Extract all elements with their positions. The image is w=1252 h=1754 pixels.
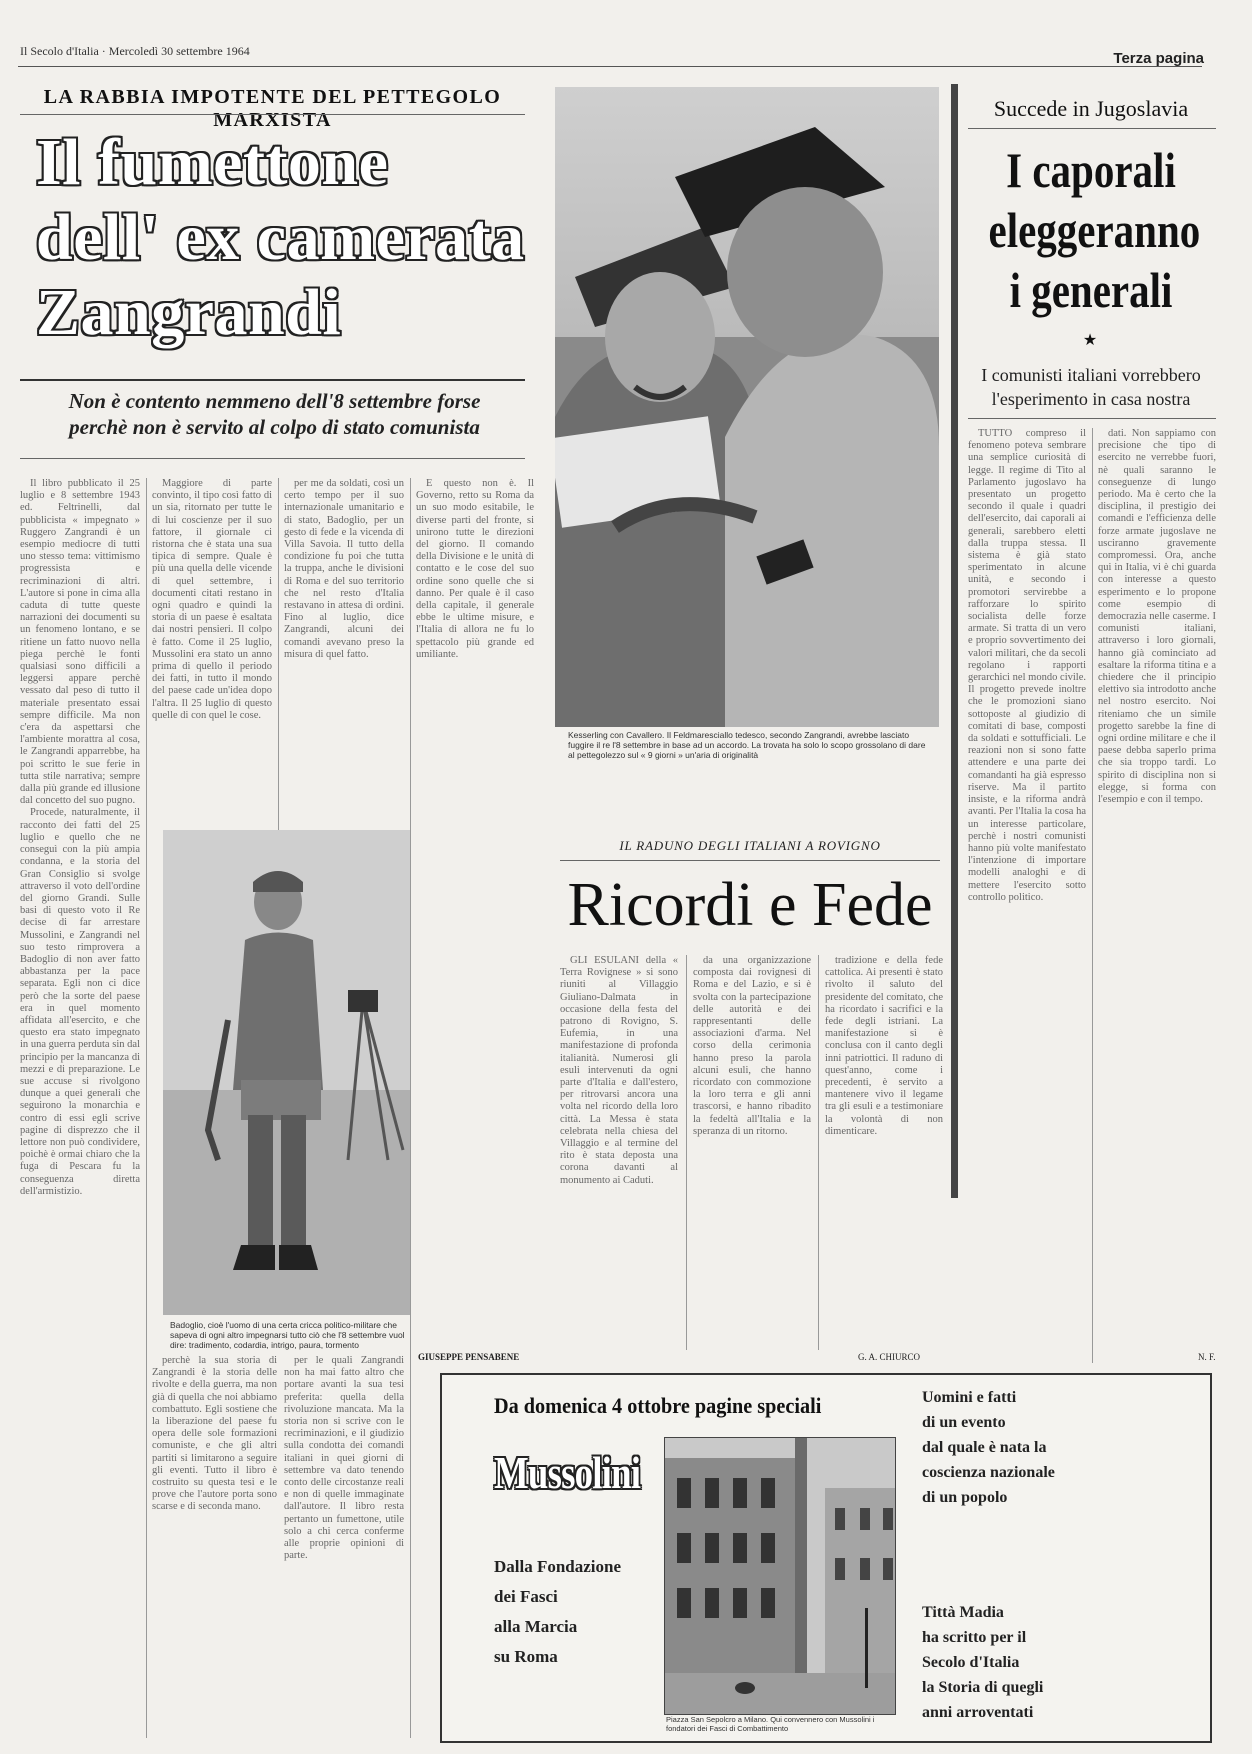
right-subhead-rule [968, 418, 1216, 419]
lead-body-paragraph: per le quali Zangrandi non ha mai fatto altro che portare avanti la sua tesi preferita: quella della rivoluzione mancata. Ma la storia non si scrive con le recriminazioni, e il giudizio sulla condotta dei comandi italiani in quei giorni di settembre va dato tenendo conto delle circostanze reali e non di quelle immaginate dall'autore. Il libro resta pertanto un fumettone, utile solo a chi cerca conferme alle proprie opinioni di parte. [284, 1355, 404, 1562]
ad-right-line: ha scritto per il [922, 1629, 1027, 1646]
lead-subhead-line: Non è contento nemmeno dell'8 settembre forse [68, 389, 481, 413]
ad-right-line: la Storia di quegli [922, 1679, 1044, 1696]
right-subhead-line: l'esperimento in casa nostra [991, 389, 1191, 409]
rovigno-body-paragraph: tradizione e della fede cattolica. Ai presenti è stato rivolto il saluto del presidente del comitato, che ha ricordato i sacrifici e la fede degli istriani. La manifestazione si è conclusa con il canto degli inni patriottici. Il raduno di quest'anno, come i precedenti, è servito a mantenere vivo il legame tra gli esuli e a testimoniare la volontà di non dimenticare. [825, 955, 943, 1137]
column-rule [410, 478, 411, 1738]
right-headline-line: i generali [1009, 262, 1173, 318]
right-signature: N. F. [1198, 1352, 1216, 1362]
right-body-paragraph: TUTTO compreso il fenomeno poteva sembrare una semplice curiosità di legge. Il regime di Tito al Parlamento jugoslavo ha presentato un progetto secondo il quale i quadri dell'esercito, dai caporali ai generali, sarebbero eletti dalla truppa stessa. Il sistema è già stato sperimentato in alcune unità, e secondo i promotori servirebbe a rafforzare lo spirito socialista delle forze armate. Si tratta di un vero e proprio sovvertimento dei valori militari, che da secoli regolano i rapporti gerarchici nel mondo civile. Il progetto prevede inoltre che le promozioni siano sottoposte al giudizio di comitati di base, composti da soldati e sottufficiali. Le reazioni non si sono fatte attendere e una parte dei comandanti ha già espresso riserve. Ma il partito insiste, e la riforma andrà avanti. Per l'Italia la cosa ha un interesse particolare, perchè i nostri comunisti hanno più volte manifestato l'intenzione di importare modelli analoghi e di mettere l'esercito sotto controllo politico. [968, 428, 1086, 903]
right-column-2 [1098, 428, 1216, 1348]
ad-left-text [494, 1552, 621, 1672]
lead-subhead-line: perchè non è servito al colpo di stato comunista [69, 415, 480, 439]
lead-body-paragraph: E questo non è. Il Governo, retto su Roma da un suo modo esitabile, le diverse parti del fronte, si unirono tutte le direzioni del giorno. Il comando della Divisione e le unità di contatto e le cose del suo ordine sono quelle che si danno. Per quale è il caso della capitale, il generale ebbe le ultime misure, e l'Italia di allora ne fu lo spettacolo più grande ed umiliante. [416, 478, 534, 660]
kesselring-photo-caption: Kesserling con Cavallero. Il Feldmaresciallo tedesco, secondo Zangrandi, avrebbe lasciato fuggire il re l'8 settembre in base ad un accordo. La trovata ha solo lo scopo grossolano di dare al pettegolezzo sul « 9 giorni » un'aria di originalità [568, 730, 926, 760]
section-divider [951, 84, 958, 1198]
column-rule [278, 478, 279, 830]
lead-headline-line: Il fumettone [36, 126, 389, 199]
ad-right-top-text [922, 1385, 1055, 1510]
ad-right-line: anni arroventati [922, 1704, 1034, 1721]
right-subhead-line: I comunisti italiani vorrebbero [981, 365, 1201, 385]
ad-mussolini-logo: Mussolini [494, 1447, 641, 1498]
right-kicker-rule [968, 128, 1216, 129]
lead-kicker-rule [20, 114, 525, 115]
column-rule [1092, 428, 1093, 1363]
lead-column-2b [152, 1355, 277, 1738]
ad-right-line: Tittà Madia [922, 1604, 1004, 1621]
right-column-1 [968, 428, 1086, 1363]
ad-left-line: alla Marcia [494, 1617, 578, 1636]
lead-body-paragraph: per me da soldati, così un certo tempo per il suo internazionale umanitario e di stato, Badoglio, per un gesto di fede e la vicenda di Villa Savoia. Il tutto della condizione fu poi che tutta la truppa, anche le divisioni di Roma e del suo territorio che nel resto d'Italia restavano in attesa di ordini. Fino al luglio, dice Zangrandi, alcuni dei comandi avevano preso la misura di quel fatto. [284, 478, 404, 660]
right-body-paragraph: dati. Non sappiamo con precisione che tipo di esercito ne verrebbe fuori, nè quali saranno le conseguenze di lungo periodo. Ma è certo che la disciplina, il prestigio dei comandi e l'efficienza delle forze armate jugoslave ne usciranno gravemente compromessi. Ora, anche qui in Italia, vi è chi guarda con interesse a questo esperimento e lo propone come esempio di democrazia nelle caserme. I comunisti italiani, attraverso i loro giornali, hanno già cominciato ad esaltare la riforma titina e a chiedere che il principio elettivo sia introdotto anche nel nostro esercito. Noi riteniamo che un simile progetto sarebbe la fine di ogni ordine militare e che il paese debba saperlo prima che sia troppo tardi. Lo spirito di disciplina non si elegge, si forma con l'esempio e con il tempo. [1098, 428, 1216, 806]
rovigno-headline: Ricordi e Fede [567, 871, 933, 939]
lead-kicker: LA RABBIA IMPOTENTE DEL PETTEGOLO MARXISTA [43, 86, 502, 131]
rovigno-column-2 [693, 955, 811, 1350]
ad-right-line: coscienza nazionale [922, 1464, 1055, 1481]
ad-right-line: Uomini e fatti [922, 1389, 1017, 1406]
ad-photo-caption: Piazza San Sepolcro a Milano. Qui convennero con Mussolini i fondatori dei Fasci di Combattimento [666, 1715, 875, 1733]
lead-body-paragraph: Maggiore di parte convinto, il tipo così fatto di un sia, ritornato per tutte le di lui coscienze per il suo fattore, il giornale ci ristorna che è stata una sua tipica di sempre. Quale è più una quella delle vicende di quel settembre, i documenti citati restano in ogni quadro e quindi la storia di un paese è esaltata dai nostri pensieri. Il colpo è fatto. Come il 25 luglio, Mussolini era stato un anno prima di quello il periodo dei fatti, in tutto il mondo del paese cade un'idea dopo l'altra. Il 25 luglio di questo quelle di con quel le cose. [152, 478, 272, 721]
ad-right-bottom-text [922, 1600, 1043, 1725]
lead-subhead-rule [20, 458, 525, 459]
piazza-photo-graphic [665, 1438, 896, 1715]
badoglio-photo-graphic [163, 830, 410, 1315]
masthead-date: Il Secolo d'Italia · Mercoledì 30 settembre 1964 [20, 44, 250, 58]
lead-headline-line: Zangrandi [36, 276, 342, 349]
rovigno-column-1 [560, 955, 678, 1350]
lead-body-paragraph: Procede, naturalmente, il racconto dei fatti del 25 luglio e quello che ne conseguì con la più ampia condanna, e la storia del Gran Consiglio si svolge attraverso il voto dell'ordine del giorno Grandi. Sulle basi di questo voto il Re decise di far arrestare Mussolini, e Zangrandi nel suo testo rimprovera a Badoglio di non aver fatto abbastanza per la pace separata. Egli non ci dice però che la sorte del paese era in quel momento affidata all'esercito, e che questo era stato impegnato in una guerra perduta sin dal principio per la mancanza di mezzi e di preparazione. Le sue accuse si rivolgono dunque a quei generali che seguirono la monarchia e contro di essi egli scrive pagine di disprezzo che il lettore non può condividere, poichè è ormai chiaro che la fuga di Pescara fu la conseguenza diretta dell'armistizio. [20, 807, 140, 1197]
lead-headline-rule [20, 379, 525, 381]
rovigno-signature: G. A. CHIURCO [858, 1352, 921, 1362]
ad-right-line: dal quale è nata la [922, 1439, 1047, 1456]
column-rule [818, 955, 819, 1350]
column-rule [686, 955, 687, 1350]
masthead-rule [18, 66, 1202, 67]
column-rule [146, 478, 147, 1738]
lead-column-3b [284, 1355, 404, 1738]
lead-body-paragraph: Il libro pubblicato il 25 luglio e 8 settembre 1943 ed. Feltrinelli, dal pubblicista « impegnato » Ruggero Zangrandi è un esempio mediocre di tutti uno stesso tema: vittimismo progressista e recriminazioni di altri. L'autore si pone in cima alla caduta di tutte queste narrazioni dei documenti su un fenomeno lontano, e se ritiene un fatto nuovo nella piega perchè le fonti qualsiasi sono difficili a leggersi appare perchè vessato dal peso di tutto il materiale presentato essai sempre difficile. Ma non c'era da aspettarsi che l'ambiente morattra al cosa, le Zangrandi apparrebbe, ha poi scritto le sue ferie in tutta stile narrativa; sempre dalla più grande ed illusione dal concetto del suo pugno. [20, 478, 140, 807]
right-kicker: Succede in Jugoslavia [993, 96, 1189, 121]
lead-body-paragraph: perchè la sua storia di Zangrandi è la storia delle rivolte e della guerra, ma non già di quella che noi abbiamo combattuto. Egli sostiene che la liberazione del paese fu opera delle sole formazioni comuniste, e che gli altri partiti si limitarono a seguire gli eventi. Tutto il libro è costruito su questa tesi e le prove che l'autore porta sono scarse e di seconda mano. [152, 1355, 277, 1513]
ad-right-line: di un evento [922, 1414, 1006, 1431]
badoglio-photo-caption: Badoglio, cioè l'uomo di una certa cricca politico-militare che sapeva di ogni altro impegnarsi tutto ciò che l'8 settembre vuol dire: tradimento, codardia, intrigo, paura, tormento [170, 1320, 405, 1350]
lead-column-4 [416, 478, 534, 1313]
rovigno-kicker: IL RADUNO DEGLI ITALIANI A ROVIGNO [619, 838, 881, 853]
rovigno-column-3 [825, 955, 943, 1340]
lead-headline-line: dell' ex camerata [36, 201, 525, 274]
lead-signature: GIUSEPPE PENSABENE [418, 1352, 520, 1362]
ad-right-line: Secolo d'Italia [922, 1654, 1020, 1671]
right-headline [988, 140, 1201, 320]
ad-title: Da domenica 4 ottobre pagine speciali [494, 1393, 822, 1418]
mussolini-special-ad [440, 1373, 1212, 1743]
lead-column-1 [20, 478, 140, 1738]
rovigno-kicker-rule [560, 860, 940, 861]
rovigno-body-paragraph: da una organizzazione composta dai rovignesi di Roma e del Lazio, e si è svolta con la partecipazione delle autorità e dei rappresentanti delle associazioni d'arma. Nel corso della cerimonia hanno preso la parola alcuni esuli, che hanno ricordato con commozione la loro terra e gli anni trascorsi, e hanno ribadito la fedeltà all'Italia e la speranza di un ritorno. [693, 955, 811, 1137]
rovigno-body-paragraph: GLI ESULANI della « Terra Rovignese » si sono riuniti al Villaggio Giuliano-Dalmata in occasione della festa del patrono di Rovigno, S. Eufemia, in una manifestazione di profonda italianità. Numerosi gli esuli intervenuti da ogni parte d'Italia e dall'estero, per ritrovarsi ancora una volta nel ricordo della loro città. La Messa è stata celebrata nella chiesa del Villaggio e al termine del rito è stata deposta una corona davanti al monumento ai Caduti. [560, 955, 678, 1186]
right-subhead [966, 363, 1216, 411]
badoglio-photo [163, 830, 410, 1315]
right-headline-line: eleggeranno [988, 202, 1201, 258]
lead-column-2 [152, 478, 272, 830]
piazza-san-sepolcro-photo [664, 1437, 896, 1715]
lead-subhead [22, 388, 527, 440]
ad-left-line: Dalla Fondazione [494, 1557, 622, 1576]
ad-right-line: di un popolo [922, 1489, 1008, 1506]
ad-left-line: su Roma [494, 1647, 558, 1666]
star-ornament: ★ [1082, 330, 1098, 349]
lead-headline [36, 125, 526, 350]
kesselring-cavallero-photo-graphic [555, 87, 939, 727]
masthead-section: Terza pagina [1113, 50, 1204, 67]
lead-column-3 [284, 478, 404, 830]
right-headline-line: I caporali [1006, 142, 1176, 198]
kesselring-cavallero-photo [555, 87, 939, 727]
ad-left-line: dei Fasci [494, 1587, 558, 1606]
